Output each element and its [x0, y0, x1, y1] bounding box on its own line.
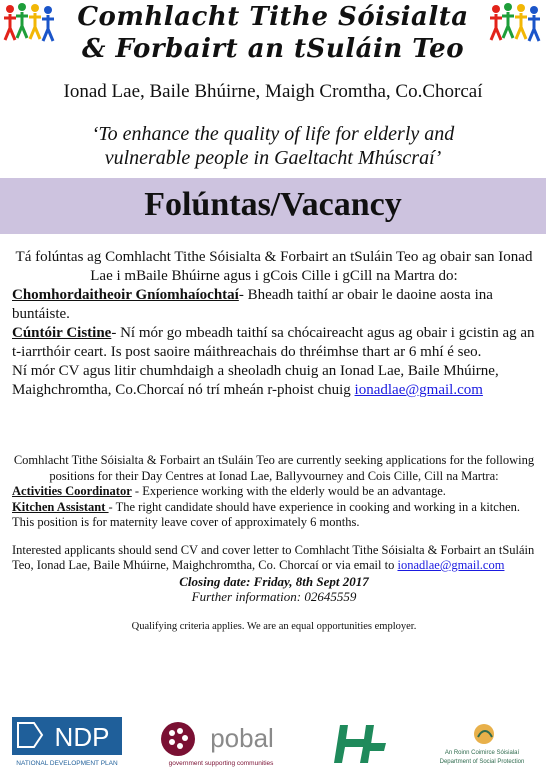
equal-opportunities-note: Qualifying criteria applies. We are an equal opportunities employer. — [131, 620, 417, 632]
ndp-caption: NATIONAL DEVELOPMENT PLAN — [16, 760, 118, 767]
vacancy-title: Folúntas/Vacancy — [144, 186, 402, 223]
irish-role-2-text: - Ní mór go mbeadh taithí sa chócaireacht agus ag obair i gcistin ag an t-iarrthóir ceart. Is post saoire máithreachais do thréimhse thart ar 6 mhí é seo. — [12, 325, 535, 360]
pobal-logo-text: pobal — [210, 723, 274, 753]
pobal-caption: government supporting communities — [168, 760, 274, 767]
english-role-2 — [12, 500, 536, 531]
english-apply-text: Interested applicants should send CV and cover letter to Comhlacht Tithe Sóisialta & Forbairt an tSuláin Teo, Ionad Lae, Baile Mhúirne, Maighchromtha, Co. Chorcaí or via email to — [12, 542, 535, 572]
organisation-name-line2: & Forbairt an tSuláin Teo — [81, 34, 465, 64]
irish-role-1-text: - Bheadh taithí ar obair le daoine aosta ina buntáiste. — [12, 287, 493, 322]
english-apply — [12, 543, 536, 574]
irish-role-2-title: Cúntóir Cistine — [12, 325, 112, 341]
irish-intro: Tá folúntas ag Comhlacht Tithe Sóisialta & Forbairt an tSuláin Teo ag obair san Ionad Lae i mBaile Bhúirne agus i gCois Cille i gCill na Martra do: — [15, 249, 533, 284]
english-description — [12, 453, 536, 634]
irish-apply — [12, 362, 536, 400]
closing-date: Closing date: Friday, 8th Sept 2017 — [179, 573, 369, 589]
english-role-2-title: Kitchen Assistant — [12, 499, 109, 514]
ndp-logo — [12, 715, 122, 769]
irish-role-1-title: Chomhordaitheoir Gníomhaíochtaí — [12, 287, 239, 303]
organisation-name-line1: Comhlacht Tithe Sóisialta — [77, 2, 469, 32]
pobal-logo — [158, 719, 284, 769]
pobal-mark-icon — [161, 722, 195, 756]
sponsor-logos — [0, 715, 546, 773]
irish-role-1 — [12, 286, 536, 324]
english-email-link[interactable]: ionadlae@gmail.com — [397, 558, 505, 572]
social-protection-logo — [422, 721, 542, 769]
ndp-logo-text: NDP — [54, 722, 110, 752]
organisation-address: Ionad Lae, Baile Bhúirne, Maigh Cromtha, Co.Chorcaí — [63, 81, 483, 102]
english-role-1 — [12, 484, 536, 500]
irish-description — [12, 248, 536, 400]
irish-role-2 — [12, 324, 536, 362]
further-information: Further information: 02645559 — [191, 589, 357, 604]
irish-email-link[interactable]: ionadlae@gmail.com — [354, 382, 483, 398]
motto-line1: ‘To enhance the quality of life for elderly and — [91, 123, 455, 145]
hse-logo — [334, 717, 386, 769]
english-role-1-text: - Experience working with the elderly would be an advantage. — [131, 484, 446, 498]
english-role-2-text: - The right candidate should have experience in cooking and working in a kitchen. This position is for maternity leave cover of approximately 6 months. — [12, 499, 520, 529]
department-name-english: Department of Social Protection — [439, 759, 525, 765]
irish-apply-text: Ní mór CV agus litir chumhdaigh a sheoladh chuig an Ionad Lae, Baile Mhúirne, Maighchromtha, Co.Chorcaí nó trí mheán r-phoist chuig — [12, 363, 499, 398]
english-role-1-title: Activities Coordinator — [12, 484, 132, 498]
department-name-irish: An Roinn Coimirce Sóisialaí — [444, 750, 520, 756]
english-intro: Comhlacht Tithe Sóisialta & Forbairt an tSuláin Teo are currently seeking applications for the following positions for their Day Centres at Ionad Lae, Ballyvourney and Cois Cille, Cill na Martra: — [13, 453, 535, 483]
motto-line2: vulnerable people in Gaeltacht Mhúscraí’ — [104, 147, 442, 169]
